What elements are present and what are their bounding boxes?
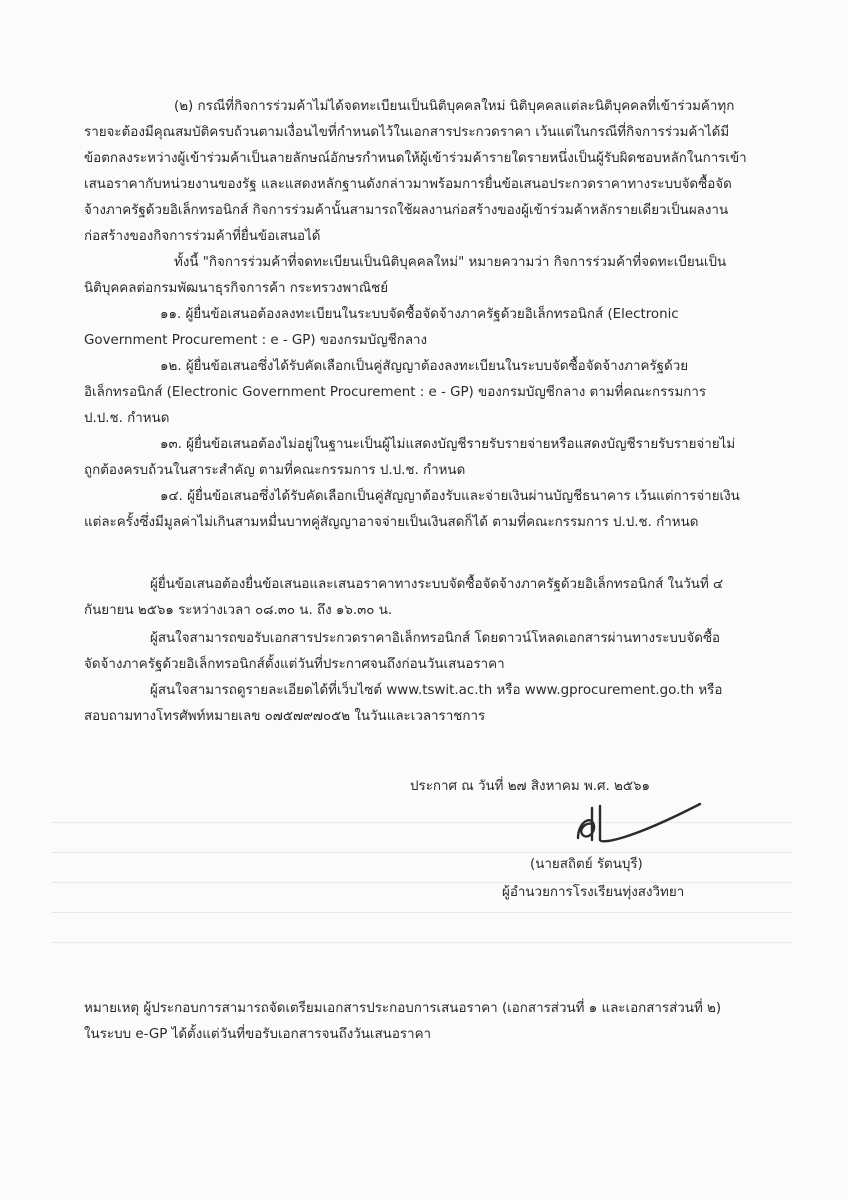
contact-line: สอบถามทางโทรศัพท์หมายเลข ๐๗๕๗๙๗๐๕๒ ในวันและเวลาราชการ xyxy=(84,709,486,724)
item-13-line: ถูกต้องครบถ้วนในสาระสำคัญ ตามที่คณะกรรมการ ป.ป.ช. กำหนด xyxy=(84,463,466,478)
clause-2-line: จ้างภาครัฐด้วยอิเล็กทรอนิกส์ กิจการร่วมค้านั้นสามารถใช้ผลงานก่อสร้างของผู้เข้าร่วมค้าหลักรายเดียวเป็นผลงาน xyxy=(84,203,729,218)
download-line: ผู้สนใจสามารถขอรับเอกสารประกวดราคาอิเล็กทรอนิกส์ โดยดาวน์โหลดเอกสารผ่านทางระบบจัดซื้อ xyxy=(150,631,721,646)
item-12-line: ป.ป.ช. กำหนด xyxy=(84,411,170,426)
clause-2-line: ข้อตกลงระหว่างผู้เข้าร่วมค้าเป็นลายลักษณ์อักษรกำหนดให้ผู้เข้าร่วมค้ารายใดรายหนึ่งเป็นผู้รับผิดชอบหลักในการเข้า xyxy=(84,151,747,166)
definition-line: นิติบุคคลต่อกรมพัฒนาธุรกิจการค้า กระทรวงพาณิชย์ xyxy=(84,281,389,296)
item-13-line: ๑๓. ผู้ยื่นข้อเสนอต้องไม่อยู่ในฐานะเป็นผู้ไม่แสดงบัญชีรายรับรายจ่ายหรือแสดงบัญชีรายรับรายจ่ายไม่ xyxy=(160,437,736,452)
contact-line: ผู้สนใจสามารถดูรายละเอียดได้ที่เว็บไซต์ www.tswit.ac.th หรือ www.gprocurement.go.th หรือ xyxy=(150,683,723,698)
item-14-line: ๑๔. ผู้ยื่นข้อเสนอซึ่งได้รับคัดเลือกเป็นคู่สัญญาต้องรับและจ่ายเงินผ่านบัญชีธนาคาร เว้นแต่การจ่ายเงิน xyxy=(160,489,740,504)
clause-2-line: รายจะต้องมีคุณสมบัติครบถ้วนตามเงื่อนไขที่กำหนดไว้ในเอกสารประกวดราคา เว้นแต่ในกรณีที่กิจการร่วมค้าได้มี xyxy=(84,125,730,140)
clause-2-line: เสนอราคากับหน่วยงานของรัฐ และแสดงหลักฐานดังกล่าวมาพร้อมการยื่นข้อเสนอประกวดราคาทางระบบจัดซื้อจัด xyxy=(84,177,732,192)
item-14-line: แต่ละครั้งซึ่งมีมูลค่าไม่เกินสามหมื่นบาทคู่สัญญาอาจจ่ายเป็นเงินสดก็ได้ ตามที่คณะกรรมการ ป.ป.ช. กำหนด xyxy=(84,515,699,530)
clause-2-line: (๒) กรณีที่กิจการร่วมค้าไม่ได้จดทะเบียนเป็นนิติบุคคลใหม่ นิติบุคคลแต่ละนิติบุคคลที่เข้าร่วมค้าทุก xyxy=(174,99,735,114)
download-line: จัดจ้างภาครัฐด้วยอิเล็กทรอนิกส์ตั้งแต่วันที่ประกาศจนถึงก่อนวันเสนอราคา xyxy=(84,657,505,672)
definition-line: ทั้งนี้ "กิจการร่วมค้าที่จดทะเบียนเป็นนิติบุคคลใหม่" หมายความว่า กิจการร่วมค้าที่จดทะเบียนเป็น xyxy=(174,255,727,270)
item-12-line: อิเล็กทรอนิกส์ (Electronic Government Procurement : e - GP) ของกรมบัญชีกลาง ตามที่คณะกรรมการ xyxy=(84,385,707,400)
scan-line xyxy=(52,942,792,943)
clause-2-line: ก่อสร้างของกิจการร่วมค้าที่ยื่นข้อเสนอได้ xyxy=(84,229,321,244)
item-11-line: Government Procurement : e - GP) ของกรมบัญชีกลาง xyxy=(84,333,428,348)
signature-image xyxy=(570,800,710,850)
signer-name: (นายสถิตย์ รัตนบุรี) xyxy=(530,857,643,872)
submission-line: ผู้ยื่นข้อเสนอต้องยื่นข้อเสนอและเสนอราคาทางระบบจัดซื้อจัดจ้างภาครัฐด้วยอิเล็กทรอนิกส์ ในวันที่ ๔ xyxy=(150,577,724,592)
note-line: หมายเหตุ ผู้ประกอบการสามารถจัดเตรียมเอกสารประกอบการเสนอราคา (เอกสารส่วนที่ ๑ และเอกสารส่วนที่ ๒) xyxy=(84,1001,722,1016)
item-11-line: ๑๑. ผู้ยื่นข้อเสนอต้องลงทะเบียนในระบบจัดซื้อจัดจ้างภาครัฐด้วยอิเล็กทรอนิกส์ (Electronic xyxy=(160,307,679,322)
signer-title: ผู้อำนวยการโรงเรียนทุ่งสงวิทยา xyxy=(502,885,685,900)
announce-date: ประกาศ ณ วันที่ ๒๗ สิงหาคม พ.ศ. ๒๕๖๑ xyxy=(410,779,651,794)
scan-line xyxy=(52,852,792,853)
submission-line: กันยายน ๒๕๖๑ ระหว่างเวลา ๐๘.๓๐ น. ถึง ๑๖.๓๐ น. xyxy=(84,603,393,618)
scan-line xyxy=(52,882,792,883)
note-line: ในระบบ e-GP ได้ตั้งแต่วันที่ขอรับเอกสารจนถึงวันเสนอราคา xyxy=(84,1027,432,1042)
item-12-line: ๑๒. ผู้ยื่นข้อเสนอซึ่งได้รับคัดเลือกเป็นคู่สัญญาต้องลงทะเบียนในระบบจัดซื้อจัดจ้างภาครัฐด้วย xyxy=(160,359,689,374)
scan-line xyxy=(52,912,792,913)
